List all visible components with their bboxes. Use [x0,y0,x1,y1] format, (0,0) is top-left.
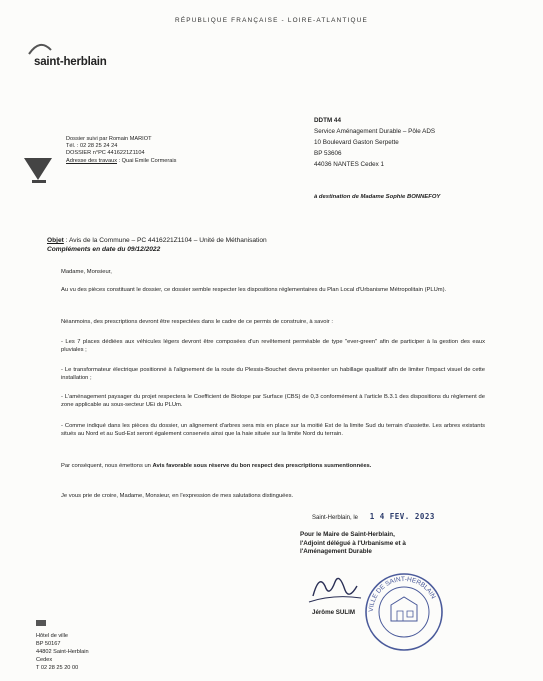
letter-salutation: Madame, Monsieur, [61,269,112,275]
footer-address [36,632,89,672]
subject-text: : Avis de la Commune – PC 4416221Z1104 – Unité de Méthanisation [63,237,267,244]
recipient-block [314,115,435,170]
letter-conclusion [61,462,485,470]
sender-address-label: Adresse des travaux [66,157,117,164]
signature-title-3: l'Aménagement Durable [300,548,372,555]
footer-line-5: T 02 28 25 20 00 [36,665,79,671]
logo-mark [27,40,53,56]
signature-title-2: l'Adjoint délégué à l'Urbanisme et à [300,539,406,547]
subject-complements: Compléments en date du 09/12/2022 [47,246,161,253]
footer-line-4: Cedex [36,657,53,663]
signature-date-line [312,512,435,521]
official-seal [363,571,445,658]
destination-line: à destination de Madame Sophie BONNEFOY [314,194,441,200]
signature-place: Saint-Herblain, le [312,515,359,521]
footer-line-3: 44802 Saint-Herblain [36,649,89,655]
logo-arc-icon [27,40,53,56]
sender-followed-by: Dossier suivi par Romain MARIOT [66,136,152,142]
date-stamp: 1 4 FEV. 2023 [369,512,435,521]
letter-prescription-3: - L'aménagement paysager du projet respectera le Coefficient de Biotope par Surface (CBS) de 0,3 conformément à l'article B.3.1 des dispositions du règlement de zone applicable au sous-secteur UEi du PLUm. [61,394,485,409]
recipient-service: Service Aménagement Durable – Pôle ADS [314,128,436,135]
recipient-city: 44036 NANTES Cedex 1 [314,161,385,168]
letter-prescription-2: - Le transformateur électrique positionné à l'alignement de la route du Plessis-Bouchet devra présenter un habillage qualitatif afin de limiter l'impact visuel de cette installation ; [61,367,485,382]
sender-dossier: DOSSIER n°PC 4416221Z1104 [66,150,145,157]
header-republique: RÉPUBLIQUE FRANÇAISE - LOIRE-ATLANTIQUE [175,17,368,24]
logo: saint-herblain [34,56,107,68]
letter-prescription-4: - Comme indiqué dans les pièces du dossier, un alignement d'arbres sera mis en place sur la moitié Est de la limite Sud du terrain d'assiette. Les arbres existants situés au Nord et au Sud-Est seront également conservés ainsi que la haie située sur la limite Nord du terrain. [61,423,485,438]
letter-closing: Je vous prie de croire, Madame, Monsieur, en l'expression de mes salutations distinguées. [61,493,294,499]
sender-block [66,136,176,165]
sender-address [66,158,176,165]
triangle-emblem-icon [24,158,52,191]
signatory-name: Jérôme SULIM [312,609,355,616]
footer-emblem-icon [36,620,46,626]
conclusion-verdict: Avis favorable sous réserve du bon respect des prescriptions susmentionnées. [152,463,372,469]
letter-paragraph-1: Au vu des pièces constituant le dossier, ce dossier semble respecter les dispositions réglementaires du Plan Local d'Urbanisme Métropolitain (PLUm). [61,287,447,293]
conclusion-text: Par conséquent, nous émettons un [61,463,153,469]
letter-prescription-1: - Les 7 places dédiées aux véhicules légers devront être composées d'un revêtement perméable de type "ever-green" afin de participer à la gestion des eaux pluviales ; [61,339,485,354]
footer-line-2: BP 50167 [36,641,61,647]
sender-address-value: : Quai Emile Cormerais [117,157,177,164]
subject-block [47,236,267,254]
subject-label: Objet [47,237,64,244]
signature-title-block [300,531,406,557]
recipient-name: DDTM 44 [314,117,341,124]
footer-line-1: Hôtel de ville [36,633,69,639]
subject-line [47,236,267,245]
recipient-bp: BP 53606 [314,150,342,157]
handwritten-signature [305,568,365,613]
recipient-street: 10 Boulevard Gaston Serpette [314,139,399,146]
seal-text: VILLE DE SAINT-HERBLAIN [367,575,437,613]
signature-title-1: Pour le Maire de Saint-Herblain, [300,531,395,538]
letter-paragraph-2: Néanmoins, des prescriptions devront être respectées dans le cadre de ce permis de construire, à savoir : [61,319,333,325]
sender-phone: Tél. : 02 28 25 24 24 [66,143,118,150]
